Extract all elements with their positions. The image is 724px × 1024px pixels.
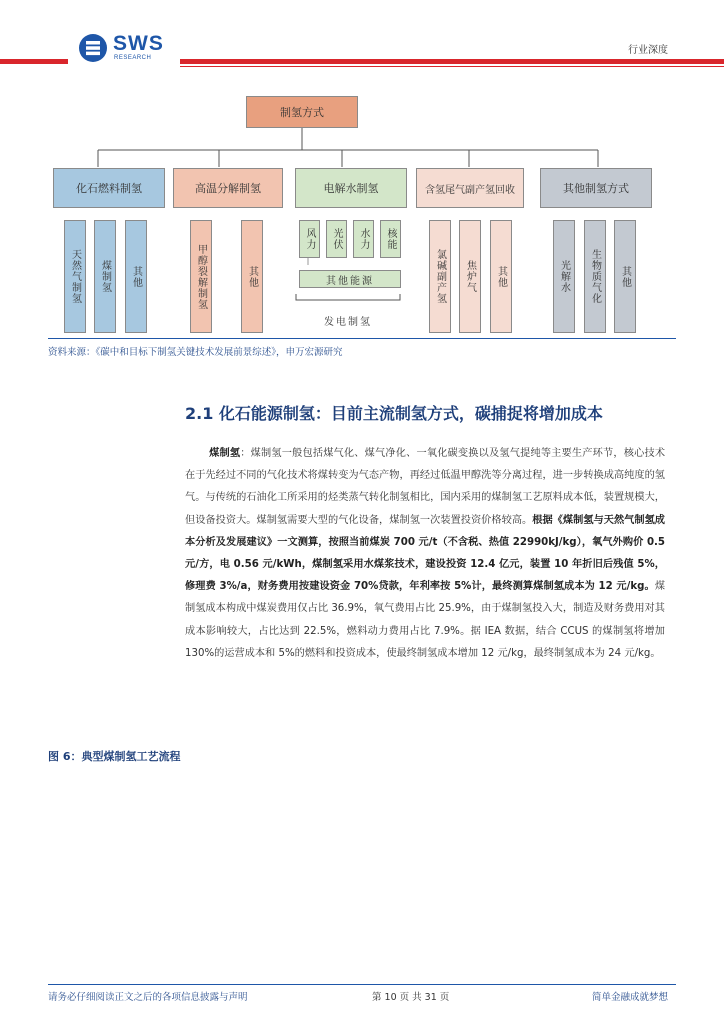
- power-gen-label: 发电制氢: [324, 317, 372, 328]
- report-category: 行业深度: [628, 45, 668, 56]
- figure-source: 资料来源：《碳中和目标下制氢关键技术发展前景综述》，申万宏源研究: [48, 347, 343, 358]
- item-hydro: 水力: [353, 220, 374, 258]
- logo-subtext: RESEARCH: [114, 55, 152, 61]
- figure-title: 图 6：典型煤制氢工艺流程: [48, 750, 181, 763]
- hydrogen-methods-diagram: [48, 90, 676, 340]
- footer-rule: [48, 984, 676, 985]
- para-text-1: ：煤制氢一般包括煤气化、煤气净化、一氧化碳变换以及氢气提纯等主要生产环节，核心技术在于先经过不同的气化技术将煤转变为气态产物，再经过低温甲醇洗等分离过程，进一步转换成高纯度的氢气。与传统的石油化工所采用的烃类蒸气转化制氢相比，国内采用的煤制氢工艺原料成本低，装置规模大，但设备投资大。煤制氢需要大型的气化设备，煤制氢一次装置投资价格较高。: [185, 448, 666, 526]
- item-nuclear: 核能: [380, 220, 401, 258]
- item-other: 其他: [614, 220, 636, 333]
- header-bar-left: [0, 59, 68, 64]
- source-rule: [48, 338, 676, 339]
- item-natural-gas: 天然气制氢: [64, 220, 86, 333]
- page-number: 第 10 页 共 31 页: [372, 992, 450, 1003]
- group-electrolysis: 电解水制氢: [295, 168, 407, 208]
- item-chloralkali: 氯碱副产氢: [429, 220, 451, 333]
- item-other: 其他: [490, 220, 512, 333]
- lead-term: 煤制氢: [209, 448, 241, 459]
- para-text-bold: 根据《煤制氢与天然气制氢成本分析及发展建议》一文测算，按照当前煤炭 700 元/t（不含税、热值 22990kJ/kg），氧气外购价 0.5 元/方，电 0.56 元/kWh，煤制氢采用水煤浆技术，建设投资 12.4 亿元，装置 10 年折旧后残值 5%，修理费 3%/a，财务费用按建设资金 70%贷款，年利率按 5%计，最终测算煤制氢成本为 12 元/kg。: [185, 514, 665, 593]
- item-biomass: 生物质气化: [584, 220, 606, 333]
- item-other: 其他: [241, 220, 263, 333]
- header-rule: [180, 66, 724, 67]
- item-other: 其他: [125, 220, 147, 333]
- group-other-methods: 其他制氢方式: [540, 168, 652, 208]
- item-coke-gas: 焦炉气: [459, 220, 481, 333]
- sws-logo-icon: [78, 33, 108, 63]
- footer-disclaimer: 请务必仔细阅读正文之后的各项信息披露与声明: [48, 992, 248, 1003]
- item-wind: 风力: [299, 220, 320, 258]
- group-byproduct: 含氢尾气副产氢回收: [416, 168, 524, 208]
- logo-text: SWS: [113, 32, 164, 55]
- diagram-root: 制氢方式: [246, 96, 358, 128]
- item-photolysis: 光解水: [553, 220, 575, 333]
- header-bar-right: [180, 59, 724, 64]
- body-paragraph: [185, 443, 665, 665]
- item-methanol: 甲醇裂解制氢: [190, 220, 212, 333]
- item-solar: 光伏: [326, 220, 347, 258]
- para-text-3: 煤制氢成本构成中煤炭费用仅占比 36.9%，氧气费用占比 25.9%，由于煤制氢投入大，制造及财务费用对其成本影响较大，占比达到 22.5%，燃料动力费用占比 7.9%。据 IEA 数据，结合 CCUS 的煤制氢将增加 130%的运营成本和 5%的燃料和投资成本，使最终制氢成本增加 12 元/kg，最终制氢成本为 24 元/kg。: [185, 581, 665, 659]
- footer-slogan: 简单金融成就梦想: [591, 992, 668, 1003]
- item-other-energy: 其他能源: [299, 270, 401, 288]
- item-coal: 煤制氢: [94, 220, 116, 333]
- section-title: 2.1 化石能源制氢：目前主流制氢方式，碳捕捉将增加成本: [185, 404, 603, 423]
- group-fossil: 化石燃料制氢: [53, 168, 165, 208]
- group-thermal: 高温分解制氢: [173, 168, 283, 208]
